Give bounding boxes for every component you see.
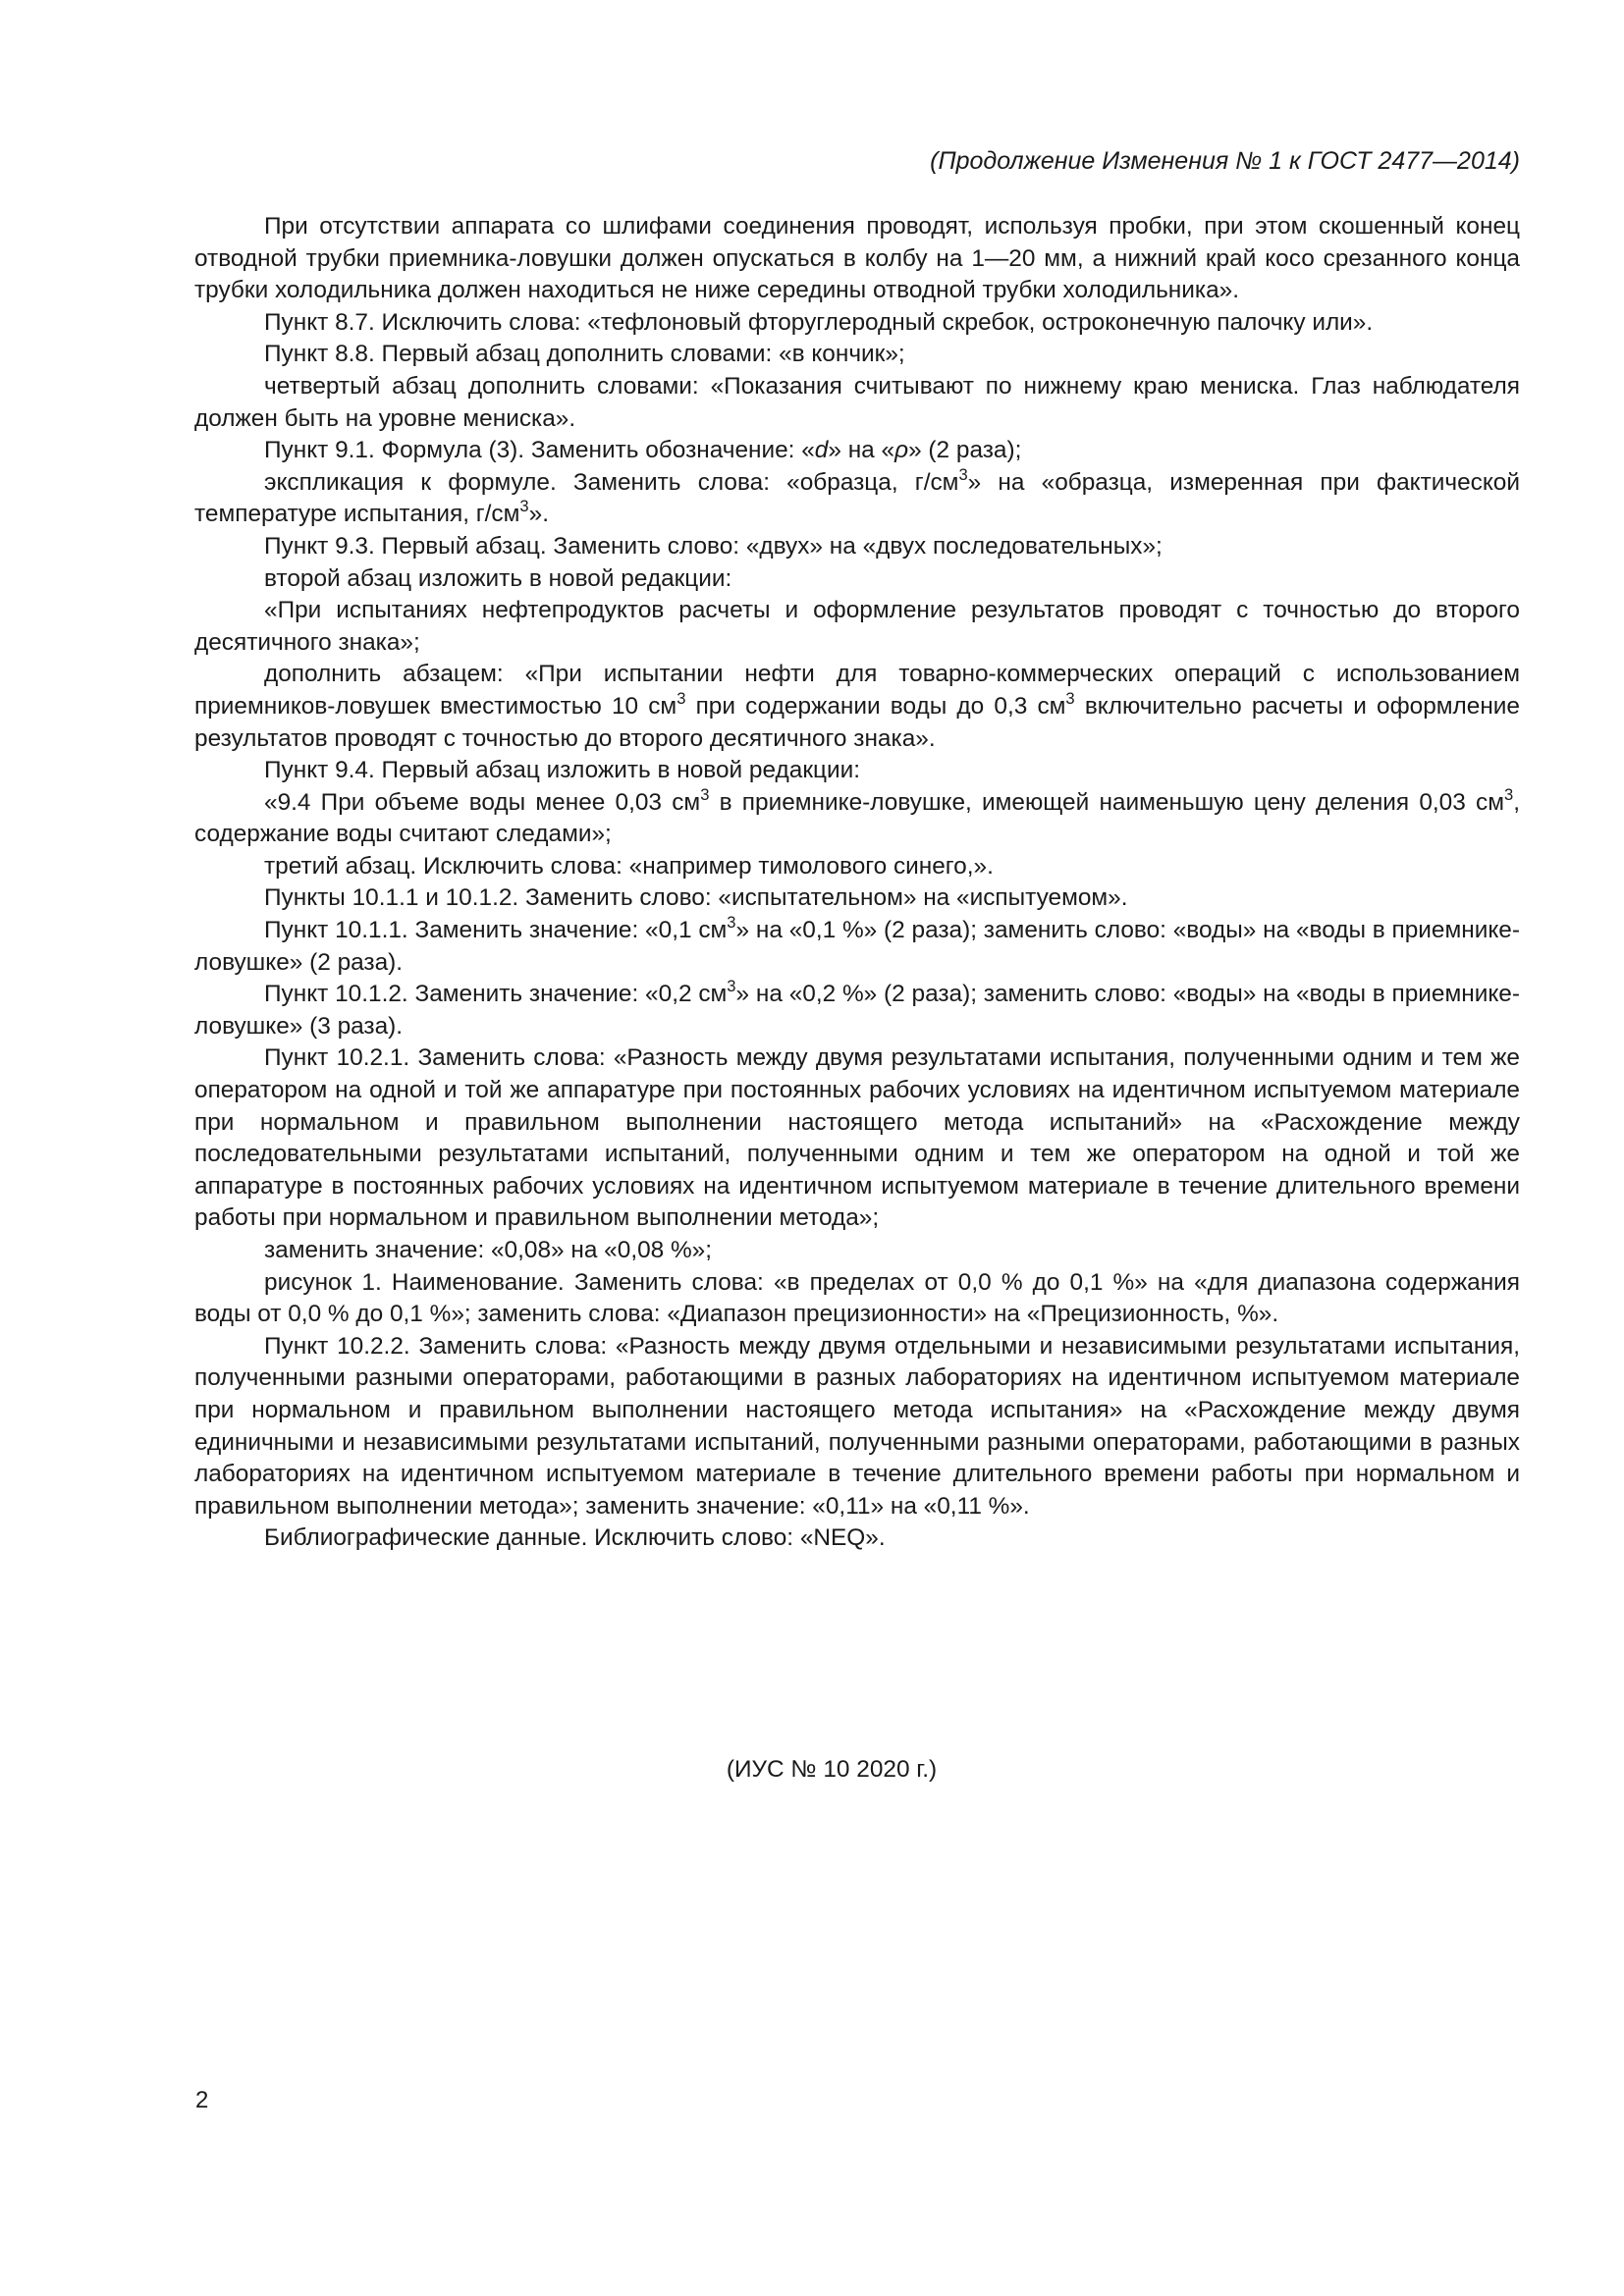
superscript-exponent: 3 [727,913,736,933]
paragraph-text: Пункт 8.8. Первый абзац дополнить словами: «в кончик»; [264,341,905,368]
paragraph-text: Пункт 10.1.2. Заменить значение: «0,2 см [264,981,728,1008]
amendment-paragraph [194,464,1520,531]
superscript-exponent: 3 [519,497,529,516]
superscript-exponent: 3 [958,464,968,484]
paragraph-text: заменить значение: «0,08» на «0,08 %»; [264,1237,713,1263]
amendment-paragraph [194,1235,1520,1267]
paragraph-text: «При испытаниях нефтепродуктов расчеты и оформление результатов проводят с точностью до второго десятичного знака»; [194,597,1520,656]
paragraph-text: ». [528,501,549,528]
paragraph-text: рисунок 1. Наименование. Заменить слова: «в пределах от 0,0 % до 0,1 %» на «для диапазона содержания воды от 0,0 % до 0,1 %»; заменить слова: «Диапазон прецизионности» на «Прецизионность, %». [194,1268,1520,1328]
paragraph-text: «9.4 При объеме воды менее 0,03 см [264,788,701,816]
amendment-paragraph [194,211,1520,307]
amendment-paragraph [194,915,1520,979]
superscript-exponent: 3 [727,977,736,996]
superscript-exponent: 3 [677,688,686,708]
amendment-paragraph [194,371,1520,435]
paragraph-text: Пункт 9.3. Первый абзац. Заменить слово: «двух» на «двух последовательных»; [264,532,1163,560]
running-header: (Продолжение Изменения № 1 к ГОСТ 2477—2014) [930,147,1520,175]
amendment-paragraph [194,595,1520,659]
paragraph-text: Пункт 10.2.2. Заменить слова: «Разность между двумя отдельными и независимыми результатами испытания, полученными разными операторами, работающими в разных лабораториях на идентичном испытуемом материале при нормальном и правильном выполнении настоящего метода испытания» на «Расхождение между двумя единичными и независимыми результатами испытаний, полученными разными операторами, работающими в разных лабораториях на идентичном испытуемом материале в течение длительного времени работы при нормальном и правильном выполнении метода»; заменить значение: «0,11» на «0,11 %». [194,1332,1520,1520]
amendment-paragraph [194,979,1520,1042]
paragraph-text: Пункт 10.2.1. Заменить слова: «Разность между двумя результатами испытания, полученными одним и тем же оператором на одной и той же аппаратуре при постоянных рабочих условиях на идентичном испытуемом материале при нормальном и правильном выполнении настоящего метода испытаний» на «Расхождение между последовательными результатами испытаний, полученными одним и тем же оператором на одной и той же аппаратуре в постоянных рабочих условиях на идентичном испытуемом материале в течение длительного времени работы при нормальном и правильном выполнении метода»; [194,1044,1520,1232]
paragraph-text: , содержание воды считают следами»; [194,788,1521,848]
amendment-paragraph [194,784,1521,851]
amendment-paragraph [194,659,1520,755]
paragraph-text: Пункт 8.7. Исключить слова: «тефлоновый фторуглеродный скребок, остроконечную палочку или». [264,308,1374,336]
paragraph-text: Пункт 10.1.1. Заменить значение: «0,1 см [264,917,728,944]
superscript-exponent: 3 [1504,784,1514,804]
amendment-paragraph [194,1267,1520,1331]
amendment-paragraph [194,531,1520,563]
amendment-paragraph [194,1522,1520,1555]
superscript-exponent: 3 [700,784,710,804]
paragraph-text: » на «0,2 %» (2 раза); заменить слово: «воды» на «воды в приемнике-ловушке» (3 раза). [194,981,1520,1040]
italic-symbol: d [814,437,829,464]
paragraph-text: второй абзац изложить в новой редакции: [264,564,732,592]
paragraph-text: Пункт 9.1. Формула (3). Заменить обозначение: « [264,437,815,464]
amendment-body [194,211,1520,1555]
paragraph-text: » на «образца, измеренная при фактической температуре испытания, г/см [194,468,1520,528]
paragraph-text: при содержании воды до 0,3 см [685,692,1066,720]
page-number: 2 [195,2087,209,2113]
amendment-paragraph [194,1042,1520,1235]
amendment-paragraph [194,1331,1520,1523]
paragraph-text: включительно расчеты и оформление результатов проводят с точностью до второго десятичного знака». [194,692,1520,752]
amendment-paragraph [194,307,1520,340]
amendment-paragraph [194,339,1520,371]
amendment-paragraph [194,435,1520,467]
paragraph-text: в приемнике-ловушке, имеющей наименьшую цену деления 0,03 см [709,788,1504,816]
paragraph-text: » на « [828,437,895,464]
paragraph-text: » на «0,1 %» (2 раза); заменить слово: «воды» на «воды в приемнике-ловушке» (2 раза). [194,917,1520,976]
amendment-paragraph [194,563,1520,596]
paragraph-text: экспликация к формуле. Заменить слова: «образца, г/см [264,468,959,496]
amendment-paragraph [194,755,1520,787]
paragraph-text: дополнить абзацем: «При испытании нефти для товарно-коммерческих операций с использованием приемников-ловушек вместимостью 10 см [194,661,1520,720]
paragraph-text: Пункты 10.1.1 и 10.1.2. Заменить слово: «испытательном» на «испытуемом». [264,884,1128,912]
issue-reference: (ИУС № 10 2020 г.) [726,1756,938,1783]
paragraph-text: Пункт 9.4. Первый абзац изложить в новой редакции: [264,757,860,784]
paragraph-text: Библиографические данные. Исключить слово: «NEQ». [264,1524,886,1552]
paragraph-text: При отсутствии аппарата со шлифами соединения проводят, используя пробки, при этом скошенный конец отводной трубки приемника-ловушки должен опускаться в колбу на 1—20 мм, а нижний край косо срезанного конца трубки холодильника должен находиться не ниже середины отводной трубки холодильника». [194,213,1520,304]
paragraph-text: » (2 раза); [908,437,1022,464]
paragraph-text: четвертый абзац дополнить словами: «Показания считывают по нижнему краю мениска. Глаз наблюдателя должен быть на уровне мениска». [194,372,1520,432]
amendment-paragraph [194,851,1520,883]
paragraph-text: третий абзац. Исключить слова: «например тимолового синего,». [264,852,994,880]
superscript-exponent: 3 [1065,688,1075,708]
italic-symbol: ρ [894,437,909,464]
amendment-paragraph [194,882,1520,915]
